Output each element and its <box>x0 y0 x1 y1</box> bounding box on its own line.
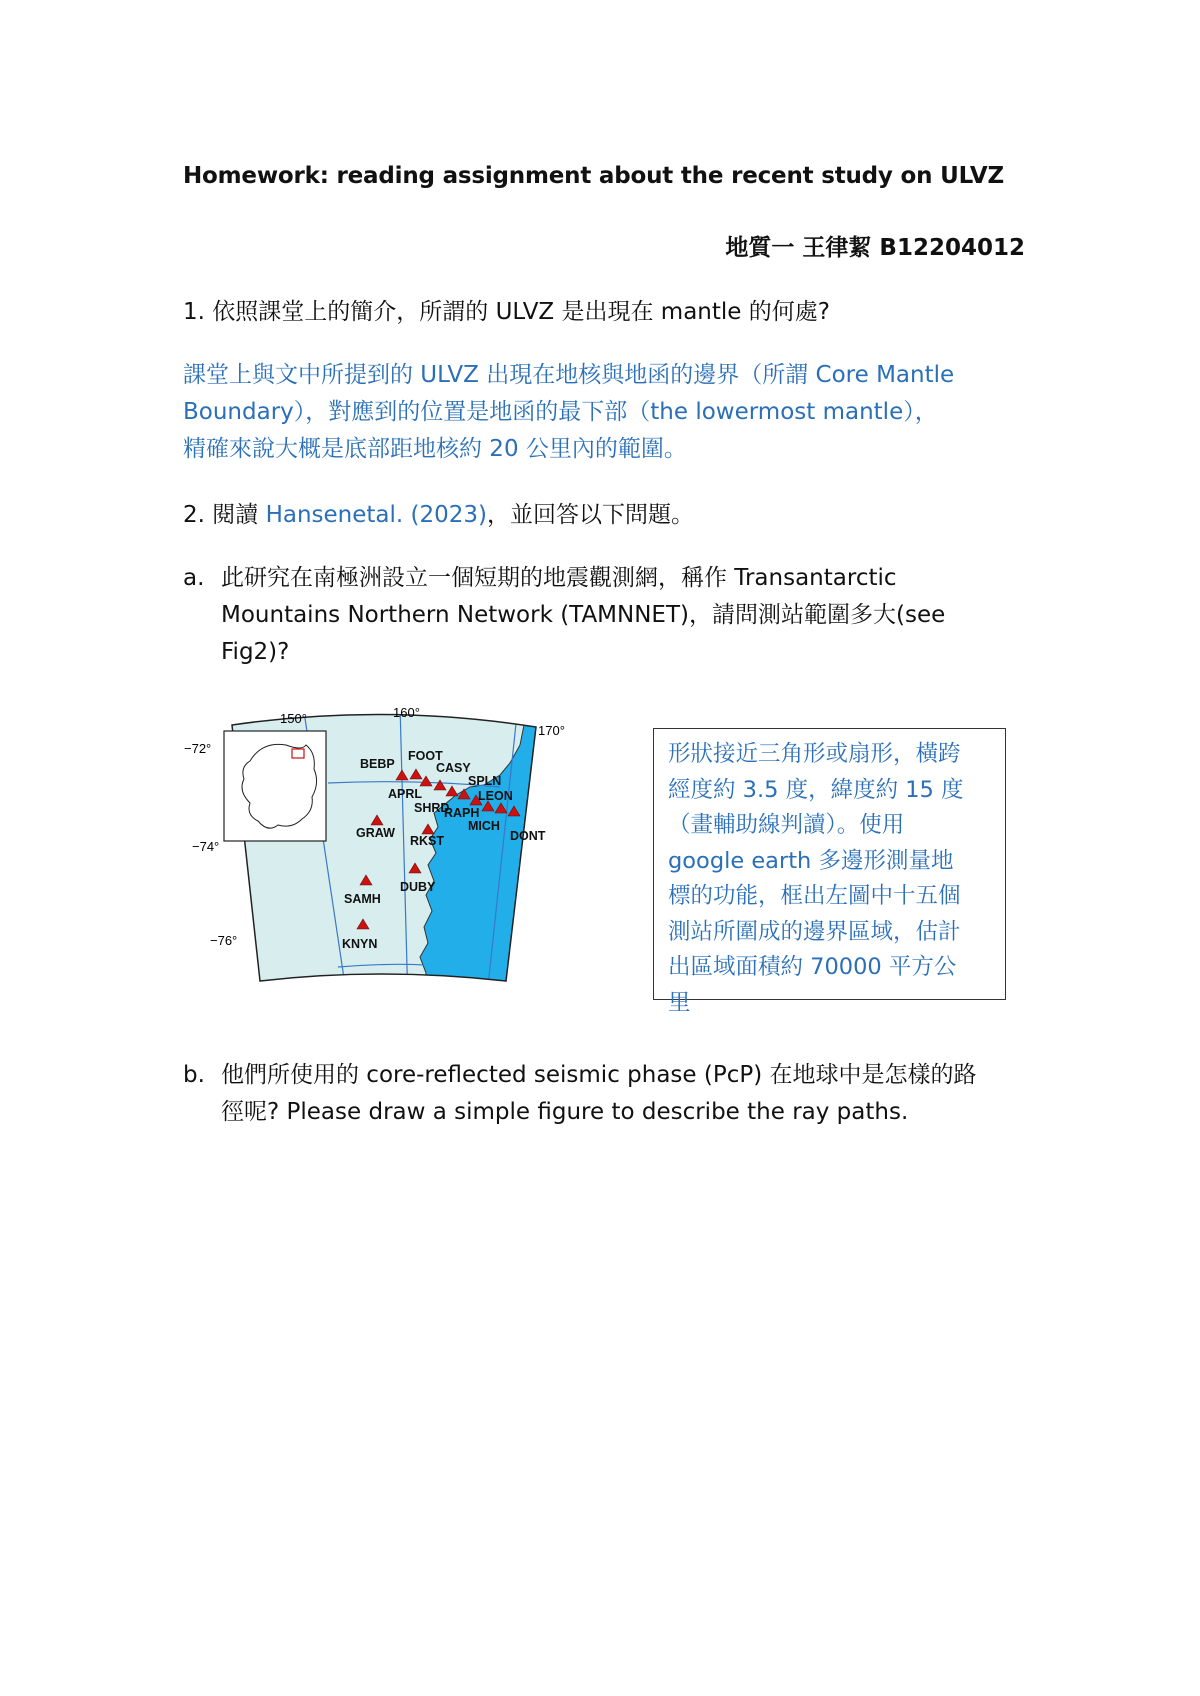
answer-2a-line: 標的功能，框出左圖中十五個 <box>668 883 961 909</box>
lon-label: 150° <box>280 711 307 726</box>
station-map-figure <box>184 705 588 1005</box>
lat-label: −76° <box>210 933 238 948</box>
question-2b-line: 徑呢? Please draw a simple figure to describe the ray paths. <box>221 1099 909 1125</box>
station-label: CASY <box>436 761 471 775</box>
lat-label: −74° <box>192 839 220 854</box>
answer-1 <box>183 357 1023 468</box>
question-2b-line: 他們所使用的 core-reflected seismic phase (PcP) 在地球中是怎樣的路 <box>221 1062 977 1088</box>
question-2b <box>183 1057 1033 1131</box>
lon-label: 160° <box>393 705 420 720</box>
answer-1-line: 精確來說大概是底部距地核約 20 公里內的範圍。 <box>183 436 687 462</box>
question-2a-line: Fig2)? <box>221 639 290 665</box>
station-label: SAMH <box>344 892 381 906</box>
question-2a-line: 此研究在南極洲設立一個短期的地震觀測網，稱作 Transantarctic <box>221 565 897 591</box>
lat-label: −72° <box>184 741 212 756</box>
answer-1-line: 課堂上與文中所提到的 ULVZ 出現在地核與地函的邊界（所謂 Core Mantle <box>183 362 955 388</box>
answer-2a-line: 里 <box>668 989 691 1016</box>
question-2-suffix: ，並回答以下問題。 <box>487 502 695 528</box>
question-2-prefix: 閱讀 <box>212 502 259 528</box>
question-2a <box>183 560 1013 671</box>
station-label: GRAW <box>356 826 395 840</box>
lon-label: 170° <box>538 723 565 738</box>
question-1-text: 依照課堂上的簡介，所謂的 ULVZ 是出現在 mantle 的何處? <box>212 299 830 325</box>
station-label: SPLN <box>468 774 502 788</box>
answer-2a-box <box>653 728 1006 1016</box>
answer-2a-line: （畫輔助線判讀）。使用 <box>668 812 905 838</box>
station-label: DONT <box>510 829 546 843</box>
station-label: RAPH <box>444 806 480 820</box>
question-1 <box>183 294 830 331</box>
answer-2a-line: 出區域面積約 70000 平方公 <box>668 954 957 980</box>
station-label: MICH <box>468 819 500 833</box>
question-2 <box>183 497 694 534</box>
station-label: RKST <box>410 834 445 848</box>
station-label: FOOT <box>408 749 443 763</box>
answer-1-line: Boundary），對應到的位置是地函的最下部（the lowermost mantle）， <box>183 399 938 425</box>
question-1-number: 1. <box>183 299 205 325</box>
answer-2a-line: google earth 多邊形測量地 <box>668 847 954 874</box>
answer-2a-line: 經度約 3.5 度，緯度約 15 度 <box>668 776 964 803</box>
station-label: SHRD <box>414 801 450 815</box>
page-title: Homework: reading assignment about the recent study on ULVZ <box>183 163 1004 189</box>
antarctica-outline <box>242 744 317 828</box>
station-label: KNYN <box>342 937 378 951</box>
author-line: 地質一 王律絜 B12204012 <box>725 235 1025 261</box>
antarctica-inset <box>224 731 326 841</box>
answer-2a-line: 測站所圍成的邊界區域，估計 <box>668 918 961 945</box>
citation-link[interactable]: Hansenetal. (2023) <box>265 502 488 528</box>
answer-2a-line: 形狀接近三角形或扇形，橫跨 <box>668 741 961 767</box>
question-2a-label: a. <box>183 565 205 591</box>
question-2a-line: Mountains Northern Network (TAMNNET)，請問測站範圍多大(see <box>221 602 946 628</box>
station-label: DUBY <box>400 880 436 894</box>
question-2-number: 2. <box>183 502 205 528</box>
station-label: BEBP <box>360 757 395 771</box>
question-2b-label: b. <box>183 1062 205 1088</box>
station-label: LEON <box>478 789 513 803</box>
station-label: APRL <box>388 787 423 801</box>
